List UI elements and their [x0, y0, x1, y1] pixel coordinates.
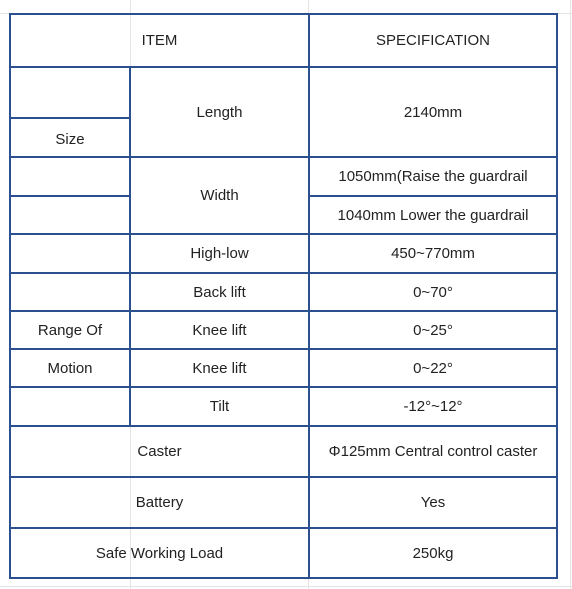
length-label: Length [196, 103, 243, 121]
safe-working-load-label: Safe Working Load [95, 544, 224, 562]
header-item: ITEM [141, 32, 178, 49]
width-label: Width [200, 187, 239, 204]
length-value: 2140mm [403, 103, 463, 121]
knee-lift-label-2: Knee lift [192, 359, 247, 377]
group-size-label: Size [55, 131, 85, 148]
width-value-lower: 1040mm Lower the guardrail [337, 206, 529, 224]
group-range-label-line2: Motion [47, 359, 93, 377]
width-value-raise: 1050mm(Raise the guardrail [338, 168, 528, 185]
caster-value: Φ125mm Central control caster [328, 443, 538, 460]
tilt-value: -12°~12° [403, 398, 463, 415]
header-specification: SPECIFICATION [376, 32, 490, 49]
safe-working-load-value: 250kg [412, 544, 454, 562]
high-low-value: 450~770mm [391, 245, 475, 262]
battery-label: Battery [135, 494, 184, 511]
tilt-label: Tilt [209, 398, 230, 415]
caster-label: Caster [137, 443, 182, 460]
knee-lift-value-2: 0~22° [413, 359, 453, 377]
back-lift-value: 0~70° [413, 283, 453, 301]
battery-value: Yes [420, 494, 446, 511]
back-lift-label: Back lift [193, 283, 246, 301]
group-range-label-line1: Range Of [37, 321, 103, 339]
high-low-label: High-low [190, 245, 249, 262]
knee-lift-label: Knee lift [192, 321, 247, 339]
knee-lift-value: 0~25° [413, 321, 453, 339]
